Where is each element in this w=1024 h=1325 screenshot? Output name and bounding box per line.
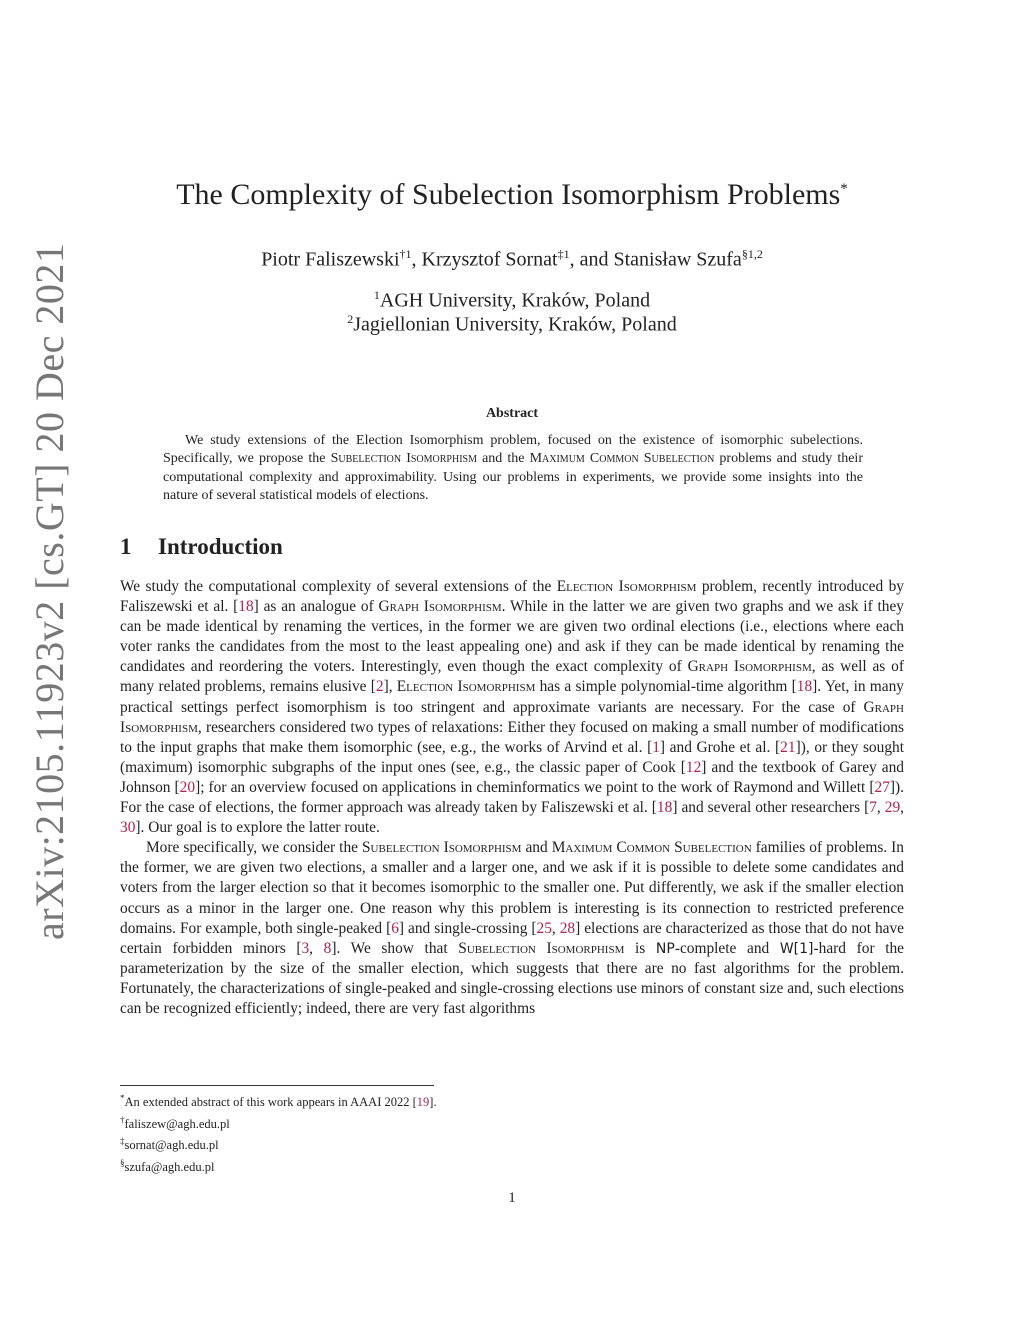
author-name: Piotr Faliszewski (261, 248, 400, 271)
title-footnote-mark: * (840, 181, 848, 197)
problem-name: Graph Isomorphism (687, 658, 812, 676)
problem-name: Graph Isomorphism (378, 598, 502, 616)
body-text-run: ] and several other researchers [ (672, 799, 870, 817)
body-text-run: , (876, 799, 885, 817)
body-text-run: ]; for an overview focused on applications in cheminformatics we point to the work of Raymond and Willett [ (195, 778, 875, 796)
author-separator: , and (569, 248, 614, 271)
body-text-run: ] and Grohe et al. [ (659, 738, 781, 756)
body-text-run: , as well as of many related problems, remains elusive [ (120, 658, 904, 696)
body-text-run: ] as an analogue of (253, 598, 379, 616)
body-text-run: ]. Our goal is to explore the latter route. (135, 819, 380, 837)
problem-name: Graph Isomorphism (120, 698, 904, 736)
problem-name: Maximum Common Subelection (551, 839, 752, 857)
problem-name: Subelection Isomorphism (458, 939, 625, 957)
body-text-run: and (521, 839, 552, 857)
footnote-rule (120, 1085, 434, 1086)
body-text-run: ] and the textbook of Garey and Johnson [ (120, 758, 904, 796)
footnote: †faliszew@agh.edu.pl (120, 1114, 230, 1131)
problem-name: Election Isomorphism (556, 578, 697, 595)
problem-name: Election Isomorphism (396, 678, 536, 696)
body-text-run: , (551, 919, 560, 937)
paragraph (120, 577, 904, 838)
author-name: Krzysztof Sornat (421, 248, 558, 271)
paragraph (120, 838, 904, 1019)
body-text-run: ]), or they sought (maximum) isomorphic subgraphs of the input ones (see, e.g., the classic paper of Cook [ (120, 738, 904, 776)
email-link[interactable]: sornat@agh.edu.pl (124, 1138, 219, 1153)
page-number: 1 (508, 1190, 516, 1206)
footnote: ‡sornat@agh.edu.pl (120, 1136, 219, 1153)
arxiv-stamp: arXiv:2105.11923v2 [cs.GT] 20 Dec 2021 (27, 242, 72, 940)
introduction-body (120, 577, 904, 1019)
body-text-run: ]. We show that (331, 939, 459, 957)
body-text-run: ] elections are characterized as those that do not have certain forbidden minors [ (120, 919, 905, 957)
author-marks: †1 (399, 247, 412, 261)
body-text-run: -complete and (674, 939, 780, 957)
affiliation (0, 312, 1024, 337)
citation-link[interactable]: 27 (874, 778, 890, 796)
complexity-class: W[1] (779, 940, 814, 957)
author-separator: , (411, 248, 422, 271)
body-text-run: ] and single-crossing [ (398, 919, 537, 937)
email-link[interactable]: faliszew@agh.edu.pl (124, 1116, 230, 1131)
citation-link[interactable]: 12 (685, 758, 702, 776)
author-marks: §1,2 (741, 247, 763, 261)
author-list (0, 247, 1024, 272)
citation-link[interactable]: 18 (656, 799, 673, 817)
citation-link[interactable]: 25 (536, 919, 552, 937)
footnotes (120, 1090, 437, 1177)
citation-link[interactable]: 21 (780, 738, 796, 756)
author-marks: ‡1 (557, 247, 570, 261)
problem-name: Subelection Isomorphism (330, 451, 477, 467)
citation-link[interactable]: 2 (375, 678, 384, 696)
author-name: Stanisław Szufa (613, 248, 742, 271)
affiliation-text: Jagiellonian University, Kraków, Poland (353, 313, 677, 336)
section-heading (120, 534, 283, 560)
citation-link[interactable]: 3 (301, 939, 310, 957)
affiliation-text: AGH University, Kraków, Poland (379, 289, 651, 312)
citation-link[interactable]: 29 (884, 799, 901, 817)
body-text-run: We study the computational complexity of several extensions of the (120, 578, 557, 595)
citation-link[interactable]: 28 (559, 919, 576, 937)
footnote: *An extended abstract of this work appears in AAAI 2022 [19]. (120, 1093, 437, 1110)
complexity-class: NP (655, 940, 675, 957)
abstract-heading: Abstract (485, 406, 539, 421)
citation-link[interactable]: 30 (120, 819, 136, 837)
problem-name: Maximum Common Subelection (529, 451, 715, 467)
body-text-run: . While in the latter we are given two graphs and we ask if they can be made identical by renaming the vertices, in the former we are given two ordinal elections (i.e., elections where each voter ranks the candidates from the most to the least appealing one) and ask if they can be made identical by renaming the candidates and reordering the voters. Interestingly, even though the exact complexity of (120, 598, 905, 676)
title-text: The Complexity of Subelection Isomorphism Problems (176, 178, 841, 211)
body-text-run: , researchers considered two types of relaxations: Either they focused on making a small number of modifications to the input graphs that make them isomorphic (see, e.g., the works of Arvind et al. [ (120, 718, 904, 756)
body-text-run: More specifically, we consider the (146, 839, 362, 857)
paper-title (0, 178, 1024, 212)
affiliation (0, 288, 1024, 313)
citation-link[interactable]: 6 (391, 919, 399, 937)
body-text-run: ], (383, 678, 397, 696)
footnote: §szufa@agh.edu.pl (120, 1157, 215, 1175)
body-text-run: has a simple polynomial-time algorithm [ (535, 678, 797, 696)
body-text-run: , (900, 799, 905, 817)
affiliation-mark: 1 (373, 288, 380, 302)
section-number: 1 (120, 534, 132, 559)
citation-link[interactable]: 18 (238, 598, 254, 616)
citation-link[interactable]: 7 (869, 799, 877, 817)
section-title: Introduction (158, 534, 283, 559)
body-text-run: is (624, 939, 656, 957)
affiliation-mark: 2 (347, 312, 354, 326)
citation-link[interactable]: 8 (323, 939, 332, 957)
body-text-run: problem, recently introduced by Faliszewski et al. [ (120, 578, 904, 616)
citation-link[interactable]: 19 (416, 1095, 430, 1110)
body-text-run: families of problems. In the former, we are given two elections, a smaller and a larger one, and we ask if it is possible to delete some candidates and voters from the larger election so that it becomes isomorphic to the smaller one. Put differently, we ask if the smaller election occurs as a minor in the larger one. One reason why this problem is interesting is its connection to restricted preference domains. For example, both single-peaked [ (120, 839, 905, 937)
citation-link[interactable]: 18 (796, 678, 813, 696)
email-link[interactable]: szufa@agh.edu.pl (124, 1160, 215, 1175)
body-text-run: , (309, 939, 324, 957)
body-text-run: ]). For the case of elections, the former approach was already taken by Faliszewski et al. [ (120, 778, 904, 817)
body-text-run: -hard for the parameterization by the size of the smaller election, which suggests that there are no fast algorithms for the problem. Fortunately, the characterizations of single-peaked and single-crossing elections use minors of constant size and, such elections can be recognized efficiently; indeed, there are very fast algorithms (120, 939, 905, 1017)
problem-name: Subelection Isomorphism (361, 839, 522, 857)
body-text-run: ]. Yet, in many practical settings perfect isomorphism is too stringent and approximate variants are necessary. For the case of (120, 678, 905, 716)
citation-link[interactable]: 1 (652, 738, 660, 756)
citation-link[interactable]: 20 (179, 778, 196, 796)
abstract-body: We study extensions of the Election Isomorphism problem, focused on the existence of isomorphic subelections. Specifically, we propose the Subelection Isomorphism and the Maximum Common Subelection problems and study their computational complexity and approximability. Using our problems in experiments, we provide some insights into the nature of several statistical models of elections. (163, 433, 863, 503)
